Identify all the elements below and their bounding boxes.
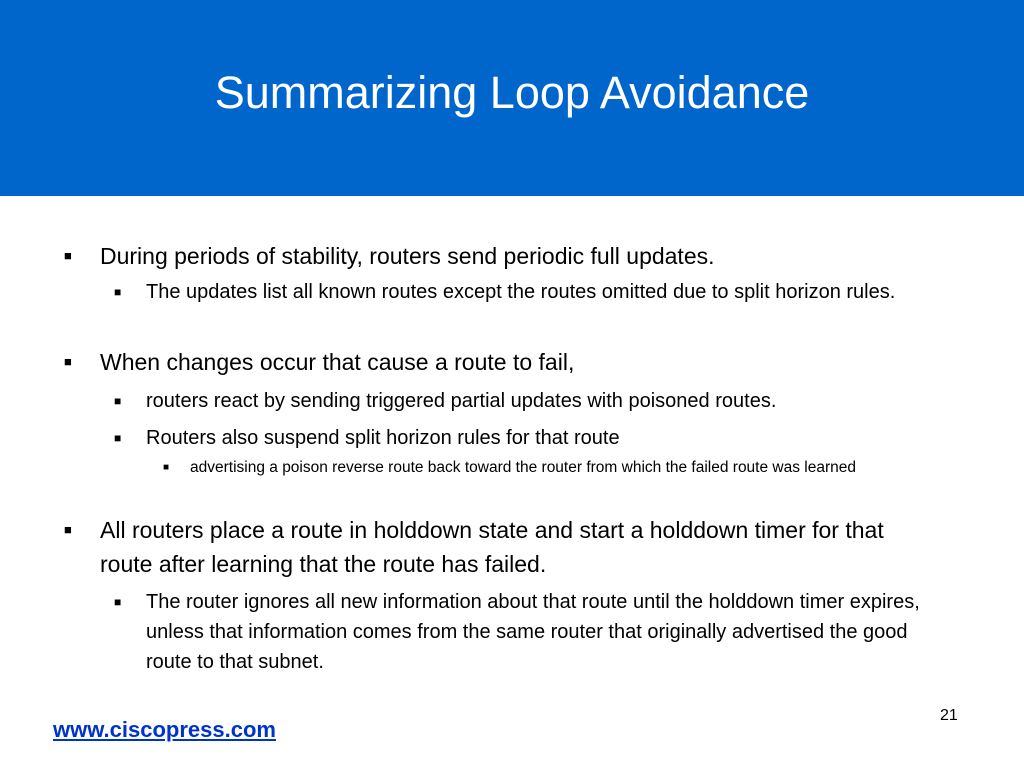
bullet-text: When changes occur that cause a route to fail, — [100, 349, 575, 375]
sub-bullet-icon: ■ — [114, 394, 122, 408]
slide-title: Summarizing Loop Avoidance — [214, 67, 810, 118]
sub-bullet-text: routers react by sending triggered partial updates with poisoned routes. — [146, 390, 777, 412]
ciscopress-link[interactable]: www.ciscopress.com — [53, 717, 276, 742]
bullet-icon: ■ — [64, 354, 72, 369]
sub-sub-bullet-text: advertising a poison reverse route back toward the router from which the failed route was learned — [190, 459, 856, 476]
sub-bullet-icon: ■ — [114, 285, 122, 299]
sub-bullet-icon: ■ — [114, 431, 122, 445]
sub-bullet-text: The updates list all known routes except the routes omitted due to split horizon rules. — [146, 281, 896, 303]
sub-bullet-icon: ■ — [114, 595, 122, 609]
sub-sub-bullet-icon: ■ — [163, 462, 170, 473]
sub-bullet-text: Routers also suspend split horizon rules for that route — [146, 427, 620, 449]
page-number: 21 — [940, 707, 958, 724]
bullet-icon: ■ — [64, 522, 72, 537]
bullet-icon: ■ — [64, 248, 72, 263]
sub-bullet-text: The router ignores all new information about that route until the holddown timer expires, unless that information comes from the same router that originally advertised the good route to that subnet. — [146, 591, 920, 673]
bullet-text: During periods of stability, routers send periodic full updates. — [100, 243, 715, 269]
bullet-text: All routers place a route in holddown state and start a holddown timer for that route after learning that the route has failed. — [100, 517, 884, 577]
